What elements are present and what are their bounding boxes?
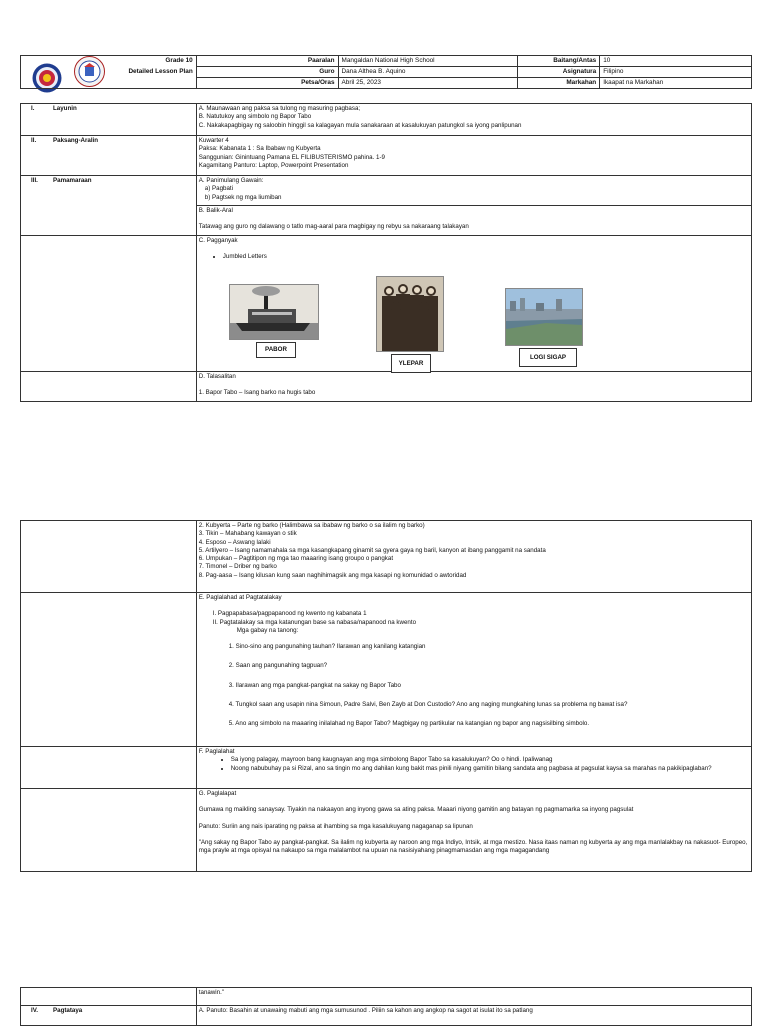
pasig-river-photo xyxy=(505,288,583,346)
header-label-baitang: Baitang/Antas xyxy=(518,56,600,67)
application-directions: Panuto: Suriin ang nais iparating ng paksa at ihambing sa mga kasalukuyang nagaganap sa lipunan xyxy=(198,822,473,830)
generalization-cell xyxy=(196,747,751,789)
discussion-step: II. Pagtatalakay sa mga katanungan base sa nabasa/napanood na kwento xyxy=(212,618,417,626)
review-text: Tatawag ang guro ng dalawang o tatlo mag-aaral para magbigay ng rebyu sa nakaraang talakayan xyxy=(198,223,469,231)
vocabulary-continued-cell xyxy=(196,521,751,593)
vocab-item: 6. Umpukan – Pagtitipon ng mga tao maaaring isang groupo o pangkat xyxy=(198,555,394,563)
application-instruction: Gumawa ng maikling sanaysay. Tiyakin na nakaayon ang inyong gawa sa ating paksa. Maaari niyong gamitin ang batayan ng pagmamarka sa inyong pagsulat xyxy=(198,806,634,814)
materials-line: Kagamitang Panturo: Laptop, Powerpoint Presentation xyxy=(198,161,349,169)
discussion-cell xyxy=(196,593,751,747)
header-label-markahan: Markahan xyxy=(518,78,600,89)
evaluation-instruction: A. Panuto: Basahin at unawaing mabuti ang mga sumusunod . Piliin sa kahon ang angkop na sagot at isulat ito sa patlang xyxy=(196,1006,751,1026)
friars-photo xyxy=(376,276,444,352)
part-f-title: F. Paglalahat xyxy=(198,748,235,755)
jumbled-letters-bullet: • Jumbled Letters xyxy=(223,253,749,261)
guide-question: 3. Ilarawan ang mga pangkat-pangkat na sakay ng Bapor Tabo xyxy=(228,681,401,689)
subject-value: Filipino xyxy=(600,67,752,78)
review-cell xyxy=(196,206,751,236)
guide-question: 5. Ano ang simbolo na maaaring inilalahad ng Bapor Tabo? Magbigay ng partikular na katangian ng bapor ang nagsisilbing simbolo. xyxy=(228,720,590,728)
objective-b: B. Natutukoy ang simbolo ng Bapor Tabo xyxy=(198,113,312,121)
vocab-item: 1. Bapor Tabo – Isang barko na hugis tabo xyxy=(198,389,316,397)
section-number: I. xyxy=(31,105,35,112)
section-label-pamamaraan: Pamamaraan xyxy=(53,177,92,184)
quote-continuation: tanawin." xyxy=(196,988,751,1006)
generalization-question: • Noong nabubuhay pa si Rizal, ano sa tingin mo ang dahilan kung bakit mas pinili niyang gamitin bilang sandata ang pagbasa at pagsulat kaysa sa marahas na pakikipaglaban? xyxy=(231,765,749,773)
section-number: III. xyxy=(31,177,38,184)
lesson-table-page2 xyxy=(20,520,752,872)
jumbled-word-1: PABOR xyxy=(256,342,296,358)
objective-c: C. Nakakapagbigay ng saloobin hinggil sa kalagayan mula sanakaraan at kasalukuyan patungkol sa iyong panlipunan xyxy=(198,121,522,129)
school-value: Mangaldan National High School xyxy=(338,56,518,67)
grade-label: Grade 10 xyxy=(21,56,197,67)
discussion-step: I. Pagpapabasa/pagpapanood ng kwento ng kabanata 1 xyxy=(212,610,367,618)
vocab-item: 8. Pag-aasa – Isang kilusan kung saan naghihimagsik ang mga kasapi ng komunidad o awtoridad xyxy=(198,571,467,579)
section-number: IV. xyxy=(31,1007,38,1014)
grade-level-value: 10 xyxy=(600,56,752,67)
application-quote: "Ang sakay ng Bapor Tabo ay pangkat-pangkat. Sa ilalim ng kubyerta ay naroon ang mga Indiyo, Intsik, at mga mestizo. Nasa itaas naman ng kubyerta ay ang mga manlalakbay na nakasuot- Europeo, mga prayle at mga opisyal na nakaupo sa mga malalambot na upuan na nasisiyahang pinagmamasdan ang mga magagandang xyxy=(198,838,748,855)
quarter-value: Ikaapat na Markahan xyxy=(600,78,752,89)
vocab-item: 3. Tikin – Mahabang kawayan o stik xyxy=(198,530,297,538)
reference-line: Sanggunian: Ginintuang Pamana EL FILIBUSTERISMO pahina. 1-9 xyxy=(198,153,385,161)
vocabulary-cell xyxy=(196,372,751,402)
vocab-item: 4. Esposo – Aswang lalaki xyxy=(198,538,271,546)
part-a-title: A. Panimulang Gawain: xyxy=(198,177,264,184)
preliminary-activities-cell xyxy=(196,176,751,206)
part-e-title: E. Paglalahad at Pagtatalakay xyxy=(198,594,282,601)
generalization-question: • Sa iyong palagay, mayroon bang kaugnayan ang mga simbolong Bapor Tabo sa kasalukuyan? Oo o hindi. Ipaliwanag xyxy=(231,756,749,764)
part-b-title: B. Balik-Aral xyxy=(198,207,233,214)
activity-item: b) Pagtsek ng mga liumiban xyxy=(204,193,282,201)
lesson-table-page3 xyxy=(20,987,752,1026)
vocab-item: 5. Artilyero – Isang namamahala sa mga kasangkapang ginamit sa gyera gaya ng baril, kanyon at ibang panggamit na sandata xyxy=(198,546,546,554)
header-label-petsa: Petsa/Oras xyxy=(196,78,338,89)
vocab-item: 7. Timonel – Driber ng barko xyxy=(198,563,277,571)
application-cell xyxy=(196,789,751,872)
jumbled-word-2: YLEPAR xyxy=(391,354,431,373)
header-label-paaralan: Paaralan xyxy=(196,56,338,67)
jumbled-word-3: LOGI SIGAP xyxy=(519,348,577,367)
quarter-line: Kuwarter 4 xyxy=(198,137,229,144)
teacher-value: Dana Althea B. Aquino xyxy=(338,67,518,78)
guide-question: 2. Saan ang pangunahing tagpuan? xyxy=(228,662,328,670)
vocab-item: 2. Kubyerta – Parte ng barko (Halimbawa sa ibabaw ng barko o sa ilalim ng barko) xyxy=(198,522,425,529)
header-table xyxy=(20,55,752,89)
guide-question: 1. Sino-sino ang pangunahing tauhan? Ilarawan ang kanilang katangian xyxy=(228,643,426,651)
part-c-title: C. Pagganyak xyxy=(198,237,238,244)
section-label-layunin: Layunin xyxy=(53,105,77,112)
section-label-paksang-aralin: Paksang-Aralin xyxy=(53,137,99,144)
steamboat-photo xyxy=(229,284,319,340)
part-d-title: D. Talasalitan xyxy=(198,373,236,380)
lesson-table-page1 xyxy=(20,103,752,402)
plan-type-label: Detailed Lesson Plan xyxy=(21,67,197,78)
guide-questions-label: Mga gabay na tanong: xyxy=(236,626,299,634)
subject-matter-cell xyxy=(196,136,751,176)
topic-line: Paksa: Kabanata 1 : Sa Ibabaw ng Kubyerta xyxy=(198,145,321,153)
date-value: Abril 25, 2023 xyxy=(338,78,518,89)
guide-question: 4. Tungkol saan ang usapin nina Simoun, Padre Salvi, Ben Zayb at Don Custodio? Ano ang naging mungkahing lunas sa problema ng bawat isa? xyxy=(228,701,628,709)
section-number: II. xyxy=(31,137,37,144)
section-label-pagtataya: Pagtataya xyxy=(53,1007,83,1014)
objective-a: A. Maunawaan ang paksa sa tulong ng masuring pagbasa; xyxy=(198,105,361,112)
objectives-cell xyxy=(196,104,751,136)
header-label-guro: Guro xyxy=(196,67,338,78)
part-g-title: G. Paglalapat xyxy=(198,790,237,797)
header-label-asignatura: Asignatura xyxy=(518,67,600,78)
activity-item: a) Pagbati xyxy=(204,185,233,193)
